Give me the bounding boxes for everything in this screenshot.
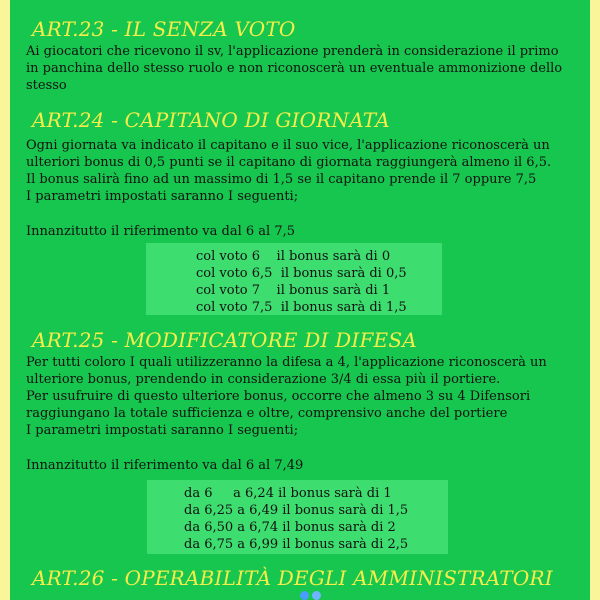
art25-table-row-4: da 6,75 a 6,99 il bonus sarà di 2,5 <box>184 537 409 552</box>
art24-bonus-table <box>146 243 442 315</box>
art23-line-3: stesso <box>26 78 67 93</box>
art25-line-4: raggiungano la totale sufficienza e oltre, comprensivo anche del portiere <box>26 406 508 421</box>
art24-line-2: ulteriori bonus di 0,5 punti se il capitano di giornata raggiungerà almeno il 6,5. <box>26 155 552 170</box>
decorative-dot-icon <box>300 591 309 600</box>
art25-line-2: ulteriore bonus, prendendo in considerazione 3/4 di essa più il portiere. <box>26 372 501 387</box>
art23-title: ART.23 - IL SENZA VOTO <box>32 17 296 41</box>
art24-table-row-3: col voto 7 il bonus sarà di 1 <box>196 283 391 298</box>
art23-line-1: Ai giocatori che ricevono il sv, l'applicazione prenderà in considerazione il primo <box>26 44 559 59</box>
art25-title: ART.25 - MODIFICATORE DI DIFESA <box>32 328 417 352</box>
art25-table-row-1: da 6 a 6,24 il bonus sarà di 1 <box>184 486 392 501</box>
art25-line-5: I parametri impostati saranno I seguenti; <box>26 423 299 438</box>
art24-line-1: Ogni giornata va indicato il capitano e il suo vice, l'applicazione riconoscerà un <box>26 138 550 153</box>
art24-table-row-4: col voto 7,5 il bonus sarà di 1,5 <box>196 300 407 315</box>
art25-line-3: Per usufruire di questo ulteriore bonus, occorre che almeno 3 su 4 Difensori <box>26 389 531 404</box>
art24-line-4: I parametri impostati saranno I seguenti; <box>26 189 299 204</box>
art24-title: ART.24 - CAPITANO DI GIORNATA <box>32 108 390 132</box>
art25-table-row-2: da 6,25 a 6,49 il bonus sarà di 1,5 <box>184 503 409 518</box>
art25-reference: Innanzitutto il riferimento va dal 6 al 7,49 <box>26 458 304 473</box>
art26-title: ART.26 - OPERABILITÀ DEGLI AMMINISTRATORI <box>32 566 553 590</box>
art24-line-3: Il bonus salirà fino ad un massimo di 1,5 se il capitano prende il 7 oppure 7,5 <box>26 172 537 187</box>
art24-table-row-2: col voto 6,5 il bonus sarà di 0,5 <box>196 266 407 281</box>
document-page <box>10 0 590 600</box>
art25-line-1: Per tutti coloro I quali utilizzeranno la difesa a 4, l'applicazione riconoscerà un <box>26 355 547 370</box>
decorative-dot-icon <box>312 591 321 600</box>
art24-table-row-1: col voto 6 il bonus sarà di 0 <box>196 249 391 264</box>
art23-line-2: in panchina dello stesso ruolo e non riconoscerà un eventuale ammonizione dello <box>26 61 563 76</box>
art25-bonus-table <box>147 480 448 554</box>
art24-reference: Innanzitutto il riferimento va dal 6 al 7,5 <box>26 224 295 239</box>
art25-table-row-3: da 6,50 a 6,74 il bonus sarà di 2 <box>184 520 396 535</box>
